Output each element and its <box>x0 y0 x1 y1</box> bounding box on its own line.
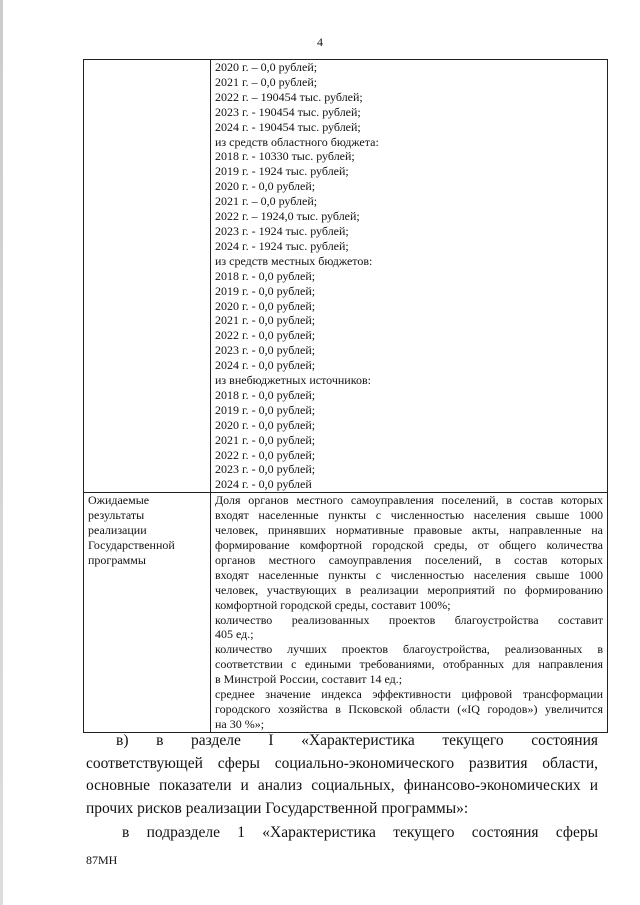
result-line: среднее значение индекса эффективности цифровой трансформации <box>215 687 603 702</box>
funding-line: 2021 г. – 0,0 рублей; <box>215 194 318 209</box>
results-label-line: Ожидаемые <box>88 493 150 508</box>
program-passport-table <box>83 59 608 733</box>
page-number: 4 <box>317 35 323 49</box>
funding-line: 2018 г. - 10330 тыс. рублей; <box>215 149 355 164</box>
funding-line: 2022 г. - 0,0 рублей; <box>215 328 316 343</box>
funding-line: 2022 г. - 0,0 рублей; <box>215 447 316 462</box>
body-line: основные показатели и анализ социальных, финансово-экономических и <box>86 777 598 795</box>
result-line: органов местного самоуправления поселений, в состав которых <box>215 552 603 567</box>
results-label-line: Государственной <box>88 538 175 552</box>
results-label-line: результаты <box>88 508 145 523</box>
result-line: количество реализованных проектов благоустройства составит <box>215 612 603 627</box>
funding-line: 2022 г. – 1924,0 тыс. рублей; <box>215 209 360 224</box>
result-line: городского хозяйства в Псковской области («IQ городов») увеличится <box>215 701 603 716</box>
funding-line: 2019 г. - 0,0 рублей; <box>215 402 316 417</box>
result-line: количество лучших проектов благоустройства, реализованных в <box>215 642 603 657</box>
result-line: 405 ед.; <box>215 627 254 642</box>
body-line: соответствующей сферы социально-экономического развития области, <box>86 754 598 772</box>
funding-line: 2020 г. - 0,0 рублей; <box>215 298 316 313</box>
funding-line: 2023 г. - 0,0 рублей; <box>215 343 316 358</box>
results-label-cell <box>84 493 211 733</box>
funding-line: 2024 г. - 0,0 рублей; <box>215 358 316 373</box>
funding-line: 2024 г. - 0,0 рублей <box>215 477 312 492</box>
funding-row <box>84 60 608 493</box>
body-line: в) в разделе I «Характеристика текущего состояния <box>116 732 598 749</box>
result-line: комфортной городской среды, составит 100%; <box>215 597 451 612</box>
document-code: 87МН <box>86 853 118 867</box>
result-line: на 30 %»; <box>215 716 265 731</box>
funding-source-heading: из средств местных бюджетов: <box>215 253 373 268</box>
result-line: формирование комфортной городской среды, от общего количества <box>215 538 603 552</box>
funding-line: 2020 г. - 0,0 рублей; <box>215 417 316 432</box>
funding-line: 2023 г. - 190454 тыс. рублей; <box>215 104 361 119</box>
funding-line: 2020 г. - 0,0 рублей; <box>215 179 316 194</box>
funding-line: 2020 г. – 0,0 рублей; <box>215 60 318 74</box>
funding-line: 2019 г. - 1924 тыс. рублей; <box>215 164 349 179</box>
results-label-line: программы <box>88 552 146 567</box>
body-line: в подразделе 1 «Характеристика текущего состояния сферы <box>122 824 598 841</box>
funding-line: 2021 г. – 0,0 рублей; <box>215 74 318 89</box>
result-line: человек, принявших нормативные правовые акты, направленные на <box>215 523 603 538</box>
result-line: входят населенные пункты с численностью населения свыше 1000 <box>215 567 603 582</box>
result-line: в Минстрой России, составит 14 ед.; <box>215 672 403 687</box>
result-line: входят населенные пункты с численностью населения свыше 1000 <box>215 508 603 523</box>
funding-line: 2018 г. - 0,0 рублей; <box>215 268 316 283</box>
funding-line: 2021 г. - 0,0 рублей; <box>215 432 316 447</box>
funding-values-cell <box>211 60 608 493</box>
results-label-line: реализации <box>88 523 147 538</box>
funding-line: 2024 г. - 1924 тыс. рублей; <box>215 238 349 253</box>
scan-edge <box>0 0 3 905</box>
funding-source-heading: из средств областного бюджета: <box>215 134 379 149</box>
result-line: Доля органов местного самоуправления поселений, в состав которых <box>215 493 603 508</box>
funding-line: 2019 г. - 0,0 рублей; <box>215 283 316 298</box>
body-line: прочих рисков реализации Государственной программы»: <box>86 800 469 818</box>
result-line: соответствии с едиными требованиями, отобранных для направления <box>215 657 603 672</box>
funding-line: 2021 г. - 0,0 рублей; <box>215 313 316 328</box>
funding-line: 2022 г. – 190454 тыс. рублей; <box>215 89 363 104</box>
body-paragraph <box>122 822 598 845</box>
result-line: человек, участвующих в реализации мероприятий по формированию <box>215 582 603 597</box>
funding-source-heading: из внебюджетных источников: <box>215 373 371 388</box>
funding-label-cell <box>84 60 211 493</box>
funding-line: 2018 г. - 0,0 рублей; <box>215 387 316 402</box>
results-text-cell <box>211 493 608 733</box>
funding-line: 2024 г. - 190454 тыс. рублей; <box>215 119 361 134</box>
funding-line: 2023 г. - 0,0 рублей; <box>215 462 316 477</box>
body-paragraph <box>86 730 598 821</box>
funding-line: 2023 г. - 1924 тыс. рублей; <box>215 223 349 238</box>
results-row <box>84 493 608 733</box>
